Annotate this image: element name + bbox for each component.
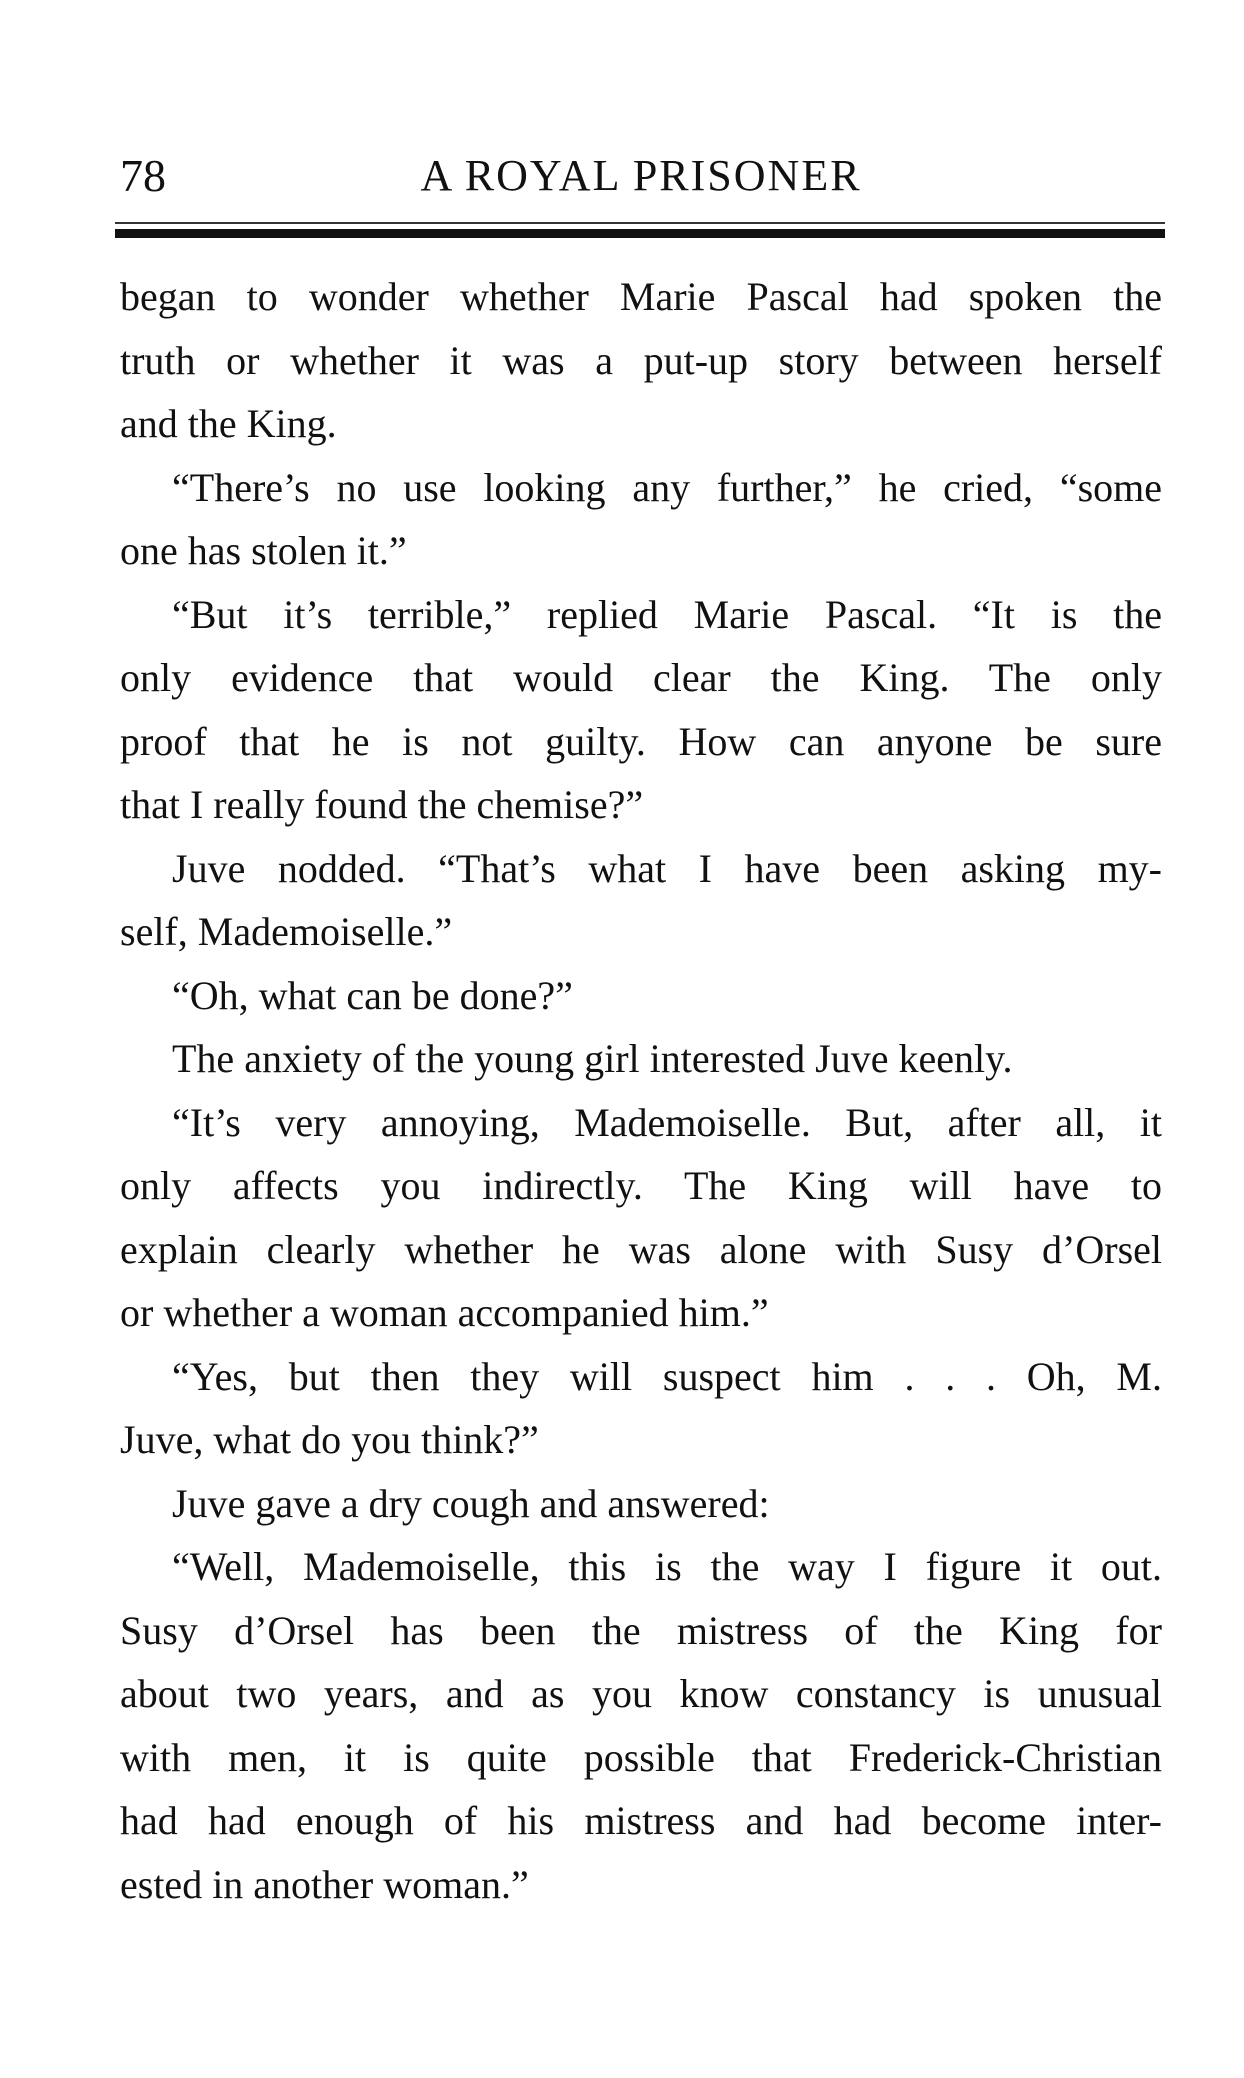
text-line: “Well, Mademoiselle, this is the way I figure it out. — [172, 1544, 1162, 1589]
text-line: began to wonder whether Marie Pascal had spoken the — [120, 274, 1162, 319]
text-line: Juve, what do you think?” — [120, 1417, 539, 1462]
header-rule-thin — [115, 222, 1165, 224]
text-line: and the King. — [120, 401, 337, 446]
text-line: “It’s very annoying, Mademoiselle. But, after all, it — [172, 1099, 1162, 1145]
text-line: Juve nodded. “That’s what I have been asking my- — [172, 845, 1162, 891]
text-line: Juve gave a dry cough and answered: — [172, 1480, 770, 1526]
text-line: about two years, and as you know constancy is unusual — [120, 1671, 1162, 1716]
text-line: The anxiety of the young girl interested Juve keenly. — [172, 1036, 1013, 1081]
running-title: A ROYAL PRISONER — [420, 151, 862, 200]
text-line: only affects you indirectly. The King will have to — [120, 1163, 1162, 1208]
text-line: explain clearly whether he was alone with Susy d’Orsel — [120, 1226, 1162, 1272]
text-line: “Oh, what can be done?” — [172, 972, 573, 1018]
text-line: “There’s no use looking any further,” he cried, “some — [172, 464, 1162, 510]
body-text — [120, 265, 1162, 1916]
text-line: one has stolen it.” — [120, 528, 407, 573]
text-line: ested in another woman.” — [120, 1861, 529, 1907]
text-line: with men, it is quite possible that Frederick-Christian — [120, 1734, 1162, 1780]
text-line: “But it’s terrible,” replied Marie Pascal. “It is the — [172, 591, 1162, 637]
page-header — [120, 140, 1162, 210]
text-line: or whether a woman accompanied him.” — [120, 1290, 769, 1335]
text-line: proof that he is not guilty. How can anyone be sure — [120, 718, 1162, 764]
text-line: “Yes, but then they will suspect him . . . Oh, M. — [172, 1353, 1162, 1399]
text-line: self, Mademoiselle.” — [120, 909, 453, 954]
text-line: that I really found the chemise?” — [120, 782, 644, 827]
text-line: had had enough of his mistress and had become inter- — [120, 1798, 1162, 1843]
text-line: truth or whether it was a put-up story between herself — [120, 337, 1162, 383]
header-rule-thick — [115, 229, 1165, 238]
text-line: Susy d’Orsel has been the mistress of the King for — [120, 1607, 1162, 1653]
page-number: 78 — [120, 150, 166, 201]
text-line: only evidence that would clear the King. The only — [120, 655, 1162, 700]
